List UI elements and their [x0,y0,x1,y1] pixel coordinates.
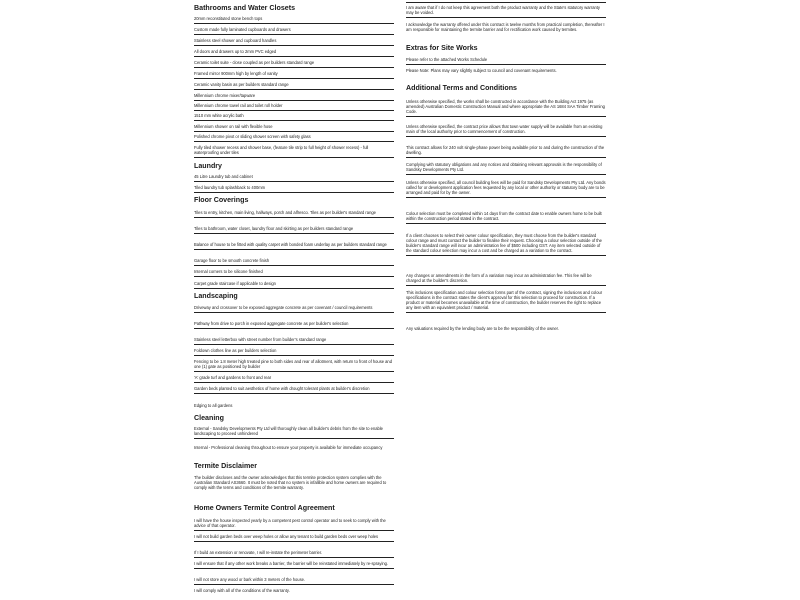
spec-item: I will not store any wood or bark within 3 meters of the house. [194,578,394,585]
spec-item: Ceramic vanity basin as per builders standard range [194,83,394,90]
spec-item: Stainless steel shower and cupboard handles [194,39,394,46]
spec-item: Garage floor to be smooth concrete finish [194,259,394,266]
spec-item: Colour selection must be completed within 14 days from the contract date to enable owners home to be built within the construction period stated in the contract. [406,212,606,224]
section-heading-cleaning: Cleaning [194,414,224,422]
spec-item: Internal - Professional cleaning throughout to ensure your property is available for immediate occupancy [194,445,383,450]
spec-item: Any valuations required by the lending body are to be the responsibility of the owner. [406,326,559,331]
spec-item: All doors and drawers up to 2mm PVC edged [194,50,394,57]
spec-item: I acknowledge the warranty offered under this contract is twelve months from practical completion, thereafter I am responsible for maintaining the termite barrier and for rectification work caused by termites. [406,22,605,32]
section-heading-floor-coverings: Floor Coverings [194,196,249,204]
spec-item: Garden beds planted to suit aesthetics of home with drought tolerant plants at builder's discretion [194,387,394,394]
spec-item: 20mm reconstituted stone bench tops [194,17,394,24]
spec-item: I will ensure that if any other work breaks a barrier, the barrier will be reinstated immediately by re-spraying. [194,562,394,569]
spec-item: Complying with statutory obligations and any notices and obtaining relevant approvals is the responsibility of Sandsky Developments Pty Ltd. [406,163,606,175]
spec-item: This inclusions specification and colour selection forms part of the contract, signing the inclusions and colour specifications in the contract states the client's approval for this selection to proceed for construction. If a product or material becomes unavailable at the time of construction, the builder reserves the right to replace any item with an equivalent product / material. [406,291,606,313]
spec-item: Ceramic toilet suite - close coupled as per builders standard range [194,61,394,68]
spec-item: Stainless steel letterbox with street number from builder's standard range [194,338,394,345]
section-heading-laundry: Laundry [194,162,222,170]
section-heading-additional-terms-and-conditions: Additional Terms and Conditions [406,84,518,92]
spec-item: Foldown clothes line as per builders selection [194,349,394,356]
spec-item: Custom made fully laminated cupboards and drawers [194,28,394,35]
spec-item: Framed mirror 900mm high by length of vanity [194,72,394,79]
spec-item: Unless otherwise specified, the contract price allows that town water supply will be available from an existing main of the local authority prior to commencement of construction. [406,125,606,137]
spec-item: Carpet grade staircase if applicable to design [194,282,394,289]
spec-item: Tiles to bathroom, water closet, laundry floor and skirting as per builders standard range [194,227,394,234]
spec-item: Fencing to be 1.8 meter high treated pine to both sides and rear of allotment, with return to front of house and one (1) gate as positioned by builder [194,360,394,372]
spec-item: Unless otherwise specified, all council building fees will be paid for Sandsky Developments Pty Ltd. Any bonds called for or development application fees requested by any local or other authority or statutory body are to be arranged and paid for by the owner. [406,181,606,198]
spec-item: Fully tiled shower recess and shower base, (feature tile strip to full height of shower recess) - full waterproofing under tiles [194,146,394,158]
spec-item: External - Sandsky Developments Pty Ltd will thoroughly clean all builder's debris from the site to enable landscaping to proceed unhindered [194,427,394,439]
spec-item: Tiled laundry tub splashback to 400mm [194,186,394,193]
spec-item: I am aware that if I do not keep this agreement both the product warranty and the State's statutory warranty may be voided. [406,6,606,18]
section-heading-landscaping: Landscaping [194,292,238,300]
spec-item: I will have the house inspected yearly by a competent pest control operator and to seek to comply with the advice of that operator. [194,519,394,531]
spec-item: Millennium chrome towel rail and toilet roll holder [194,104,394,111]
section-heading-termite-disclaimer: Termite Disclaimer [194,462,257,470]
spec-item: I will not build garden beds over weep holes or allow any tenant to build garden beds over weep holes [194,535,394,542]
spec-item: Please refer to the attached Works Schedule [406,58,606,65]
spec-item: I will comply with all of the conditions of the warranty. [194,588,290,593]
divider-line [406,2,606,3]
spec-item: Please Note: Plans may vary slightly subject to council and covenant requirements. [406,68,557,73]
spec-item: Millennium chrome mixer/tapware [194,94,394,101]
spec-item: The builder discloses and the owner acknowledges that this termite protection system complies with the Australian Standard AS3660. It must be noted that no system is infallible and home owners are required to comply with the terms and conditions of the termite warranty. [194,475,387,490]
spec-item: This contract allows for 240 volt single-phase power being available prior to and during the construction of the dwelling. [406,146,606,158]
spec-item: Millennium shower on rail with flexible hose [194,125,394,132]
spec-item: 'A' grade turf and gardens to front and rear [194,376,394,383]
section-heading-home-owners-termite-control-agreement: Home Owners Termite Control Agreement [194,504,335,512]
spec-item: Unless otherwise specified, the works shall be constructed in accordance with the Building Act 1975 (as amended) Australian Domestic Construction Manual and where appropriate the AS 1684 SAA Timber Framing Code. [406,100,606,117]
spec-item: Tiles to entry, kitchen, main living, hallways, porch and alfresco. Tiles as per builder's standard range [194,211,394,218]
spec-item: If a client chooses to select their owner colour specification, they must choose from the builder's standard colour range and must contact the builder to finalise their request. Choosing a colour selection outside of the builder's standard range will incur an administration fee of $500 including GST. Any item selected outside of the standard colour selection may incur a cost and be charged as a variation to the contract. [406,234,606,256]
spec-item: Edging to all gardens [194,403,233,408]
spec-item: Internal corners to be silicone finished [194,270,394,277]
spec-item: Polished chrome pivot or sliding shower screen with safety glass [194,135,394,142]
spec-item: Pathway from drive to porch in exposed aggregate concrete as per builder's selection [194,322,394,329]
section-heading-bathrooms-and-water-closets: Bathrooms and Water Closets [194,4,296,12]
spec-item: 45 Litre Laundry tub and cabinet [194,175,394,182]
spec-item: Driveway and crossover to be exposed aggregate concrete as per covenant / council requirements [194,306,394,313]
section-heading-extras-for-site-works: Extras for Site Works [406,44,478,52]
spec-item: If I build an extension or renovate, I will re-instate the perimeter barrier. [194,551,394,558]
spec-item: Any changes or amendments in the form of a variation may incur an administration fee. This fee will be charged at the builder's discretion. [406,274,606,286]
spec-item: 1510 mm white acrylic bath [194,114,394,121]
spec-item: Balance of house to be fitted with quality carpet with bonded foam underlay as per builders standard range [194,243,394,250]
